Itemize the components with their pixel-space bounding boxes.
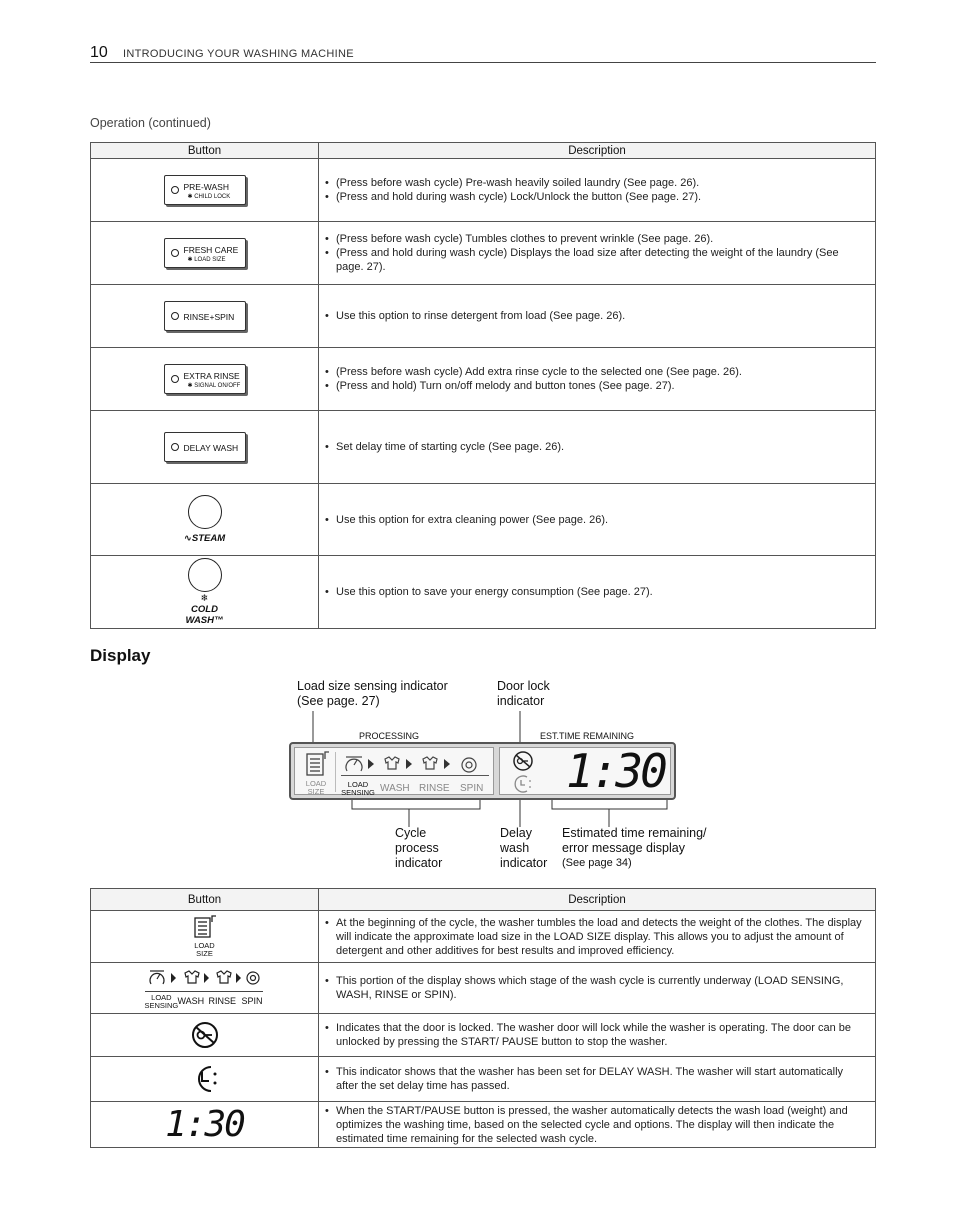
indicator-dot-icon: [171, 443, 179, 451]
door-lock-icon: [190, 1020, 220, 1050]
time-readout: 1:30: [165, 1103, 244, 1145]
door-lock-callout: Door lock indicator: [497, 679, 550, 708]
table-row: LOAD SIZE • At the beginning of the cycle, the washer tumbles the load and detects the weight of the clothes. The display will indicate the approximate load size in the LOAD SIZE display. This allows you to adjust the amount of detergent and other additives for best results and improved efficiency.: [91, 911, 876, 963]
cold-wash-button: ❄ COLD WASH™: [186, 558, 224, 626]
operation-table: [90, 142, 876, 629]
steam-button: ∿STEAM: [184, 495, 225, 544]
table-row: [91, 348, 876, 411]
list-item: • Use this option to rinse detergent from load (See page. 26).: [325, 309, 867, 323]
indicator-dot-icon: [171, 375, 179, 383]
list-item: • This indicator shows that the washer has been set for DELAY WASH. The washer will start automatically after the set delay time has passed.: [325, 1065, 867, 1093]
list-item: • (Press and hold during wash cycle) Lock/Unlock the button (See page. 27).: [325, 190, 867, 204]
time-readout: 1:30: [566, 744, 665, 798]
list-item: • (Press before wash cycle) Pre-wash heavily soiled laundry (See page. 26).: [325, 176, 867, 190]
page-header: [90, 44, 876, 63]
table-row: [91, 1014, 876, 1057]
list-item: • (Press and hold) Turn on/off melody and button tones (See page. 27).: [325, 379, 867, 393]
table-header-row: [91, 889, 876, 911]
round-button-icon: [188, 558, 222, 592]
indicator-dot-icon: [171, 186, 179, 194]
table-row: [91, 285, 876, 348]
list-item: • When the START/PAUSE button is pressed, the washer automatically detects the wash load (weight) and optimizes the washing time, based on the selected cycle and options. The display will then indicate the estimated time remaining for the selected wash cycle.: [325, 1104, 867, 1146]
list-item: • This portion of the display shows which stage of the wash cycle is currently underway (LOAD SENSING, WASH, RINSE or SPIN).: [325, 974, 867, 1002]
indicator-dot-icon: [171, 249, 179, 257]
page-title: INTRODUCING YOUR WASHING MACHINE: [123, 48, 354, 60]
indicator-dot-icon: [171, 312, 179, 320]
est-time-label: EST.TIME REMAINING: [540, 731, 635, 741]
delay-wash-icon: [512, 774, 534, 794]
delay-wash-icon: [189, 1063, 221, 1095]
table-row: [91, 556, 876, 629]
table-row: [91, 411, 876, 484]
table-row: [91, 1102, 876, 1148]
fresh-care-button: FRESH CARE ✱ LOAD SIZE: [164, 238, 246, 268]
cycle-stage-icons: [145, 968, 265, 988]
delay-wash-callout: Delay wash indicator: [500, 826, 548, 870]
est-time-callout: Estimated time remaining/ error message display (See page 34): [562, 826, 707, 869]
control-panel-display: [289, 742, 676, 800]
pre-wash-button: PRE-WASH ✱ CHILD LOCK: [164, 175, 246, 205]
time-panel: [499, 744, 671, 798]
delay-wash-button: DELAY WASH: [164, 432, 246, 462]
steam-icon: ∿: [183, 533, 192, 544]
extra-rinse-button: EXTRA RINSE ✱ SIGNAL ON/OFF: [164, 364, 246, 394]
section-label: Operation (continued): [90, 116, 211, 130]
load-size-icon: [305, 751, 331, 777]
load-size-callout: Load size sensing indicator (See page. 27): [297, 679, 448, 708]
list-item: • Use this option to save your energy consumption (See page. 27).: [325, 585, 867, 599]
cycle-stage-icons: [343, 753, 489, 775]
table-row: [91, 484, 876, 556]
column-header-description: Description: [319, 889, 876, 911]
table-row: [91, 1057, 876, 1102]
column-header-description: Description: [319, 143, 876, 159]
cycle-process-callout: Cycle process indicator: [395, 826, 443, 870]
list-item: • (Press and hold during wash cycle) Displays the load size after detecting the weight of the laundry (See page. 27).: [325, 246, 867, 274]
table-header-row: [91, 143, 876, 159]
display-table: [90, 888, 876, 1148]
door-lock-icon: [512, 750, 534, 772]
display-heading: Display: [90, 646, 151, 665]
list-item: • (Press before wash cycle) Tumbles clothes to prevent wrinkle (See page. 26).: [325, 232, 867, 246]
table-row: [91, 222, 876, 285]
rinse-spin-button: RINSE+SPIN: [164, 301, 246, 331]
column-header-button: Button: [91, 889, 319, 911]
list-item: • (Press before wash cycle) Add extra rinse cycle to the selected one (See page. 26).: [325, 365, 867, 379]
table-row: [91, 159, 876, 222]
list-item: • Use this option for extra cleaning power (See page. 26).: [325, 513, 867, 527]
list-item: • At the beginning of the cycle, the washer tumbles the load and detects the weight of the clothes. The display will indicate the approximate load size in the LOAD SIZE display. This allows you to adjust the amount of detergent and other additives for best results and improved efficiency.: [325, 916, 867, 958]
cycle-panel: LOAD SIZE LOAD SENSING WASH RINSE SPIN: [294, 747, 494, 795]
round-button-icon: [188, 495, 222, 529]
processing-label: PROCESSING: [359, 731, 420, 741]
list-item: • Set delay time of starting cycle (See page. 26).: [325, 440, 867, 454]
table-row: LOAD SENSING WASH RINSE SPIN • This portion of the display shows which stage of the wash cycle is currently underway (LOAD SENSING, WASH, RINSE or SPIN).: [91, 963, 876, 1014]
snowflake-icon: ❄: [200, 593, 209, 604]
list-item: • Indicates that the door is locked. The washer door will lock while the washer is operating. The door can be unlocked by pressing the START/ PAUSE button to stop the washer.: [325, 1021, 867, 1049]
load-size-icon: [192, 915, 218, 939]
page-number: 10: [90, 44, 108, 61]
column-header-button: Button: [91, 143, 319, 159]
